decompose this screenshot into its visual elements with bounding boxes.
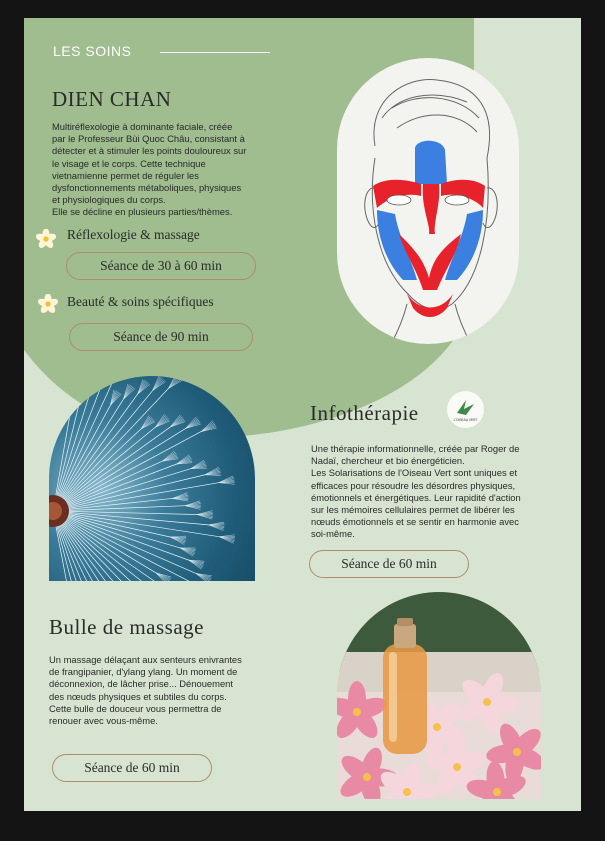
desc-line: Elle se décline en plusieurs parties/thèmes. <box>52 206 233 218</box>
desc-line: déconnexion, de lâcher prise... Dénouement <box>49 678 233 690</box>
desc-line: dysfonctionnements métaboliques, physiques <box>52 182 242 194</box>
svg-text:L'OISEAU VERT: L'OISEAU VERT <box>453 418 478 422</box>
desc-line: Cette bulle de douceur vous permettra de <box>49 702 222 714</box>
bulle-title: Bulle de massage <box>49 615 204 639</box>
desc-line: et physiologiques du corps. <box>52 194 166 206</box>
face-reflex-map <box>337 58 519 344</box>
dienchan-description <box>52 121 246 219</box>
bird-logo-icon <box>447 391 484 428</box>
desc-line: le visage et le corps. Cette technique <box>52 157 206 169</box>
desc-line: efficaces pour résoudre les désordres physiques, <box>311 479 516 491</box>
desc-line: renouer avec vous-même. <box>49 715 158 727</box>
desc-line: Les Solarisations de l'Oiseau Vert sont uniques et <box>311 467 518 479</box>
desc-line: Multiréflexologie à dominante faciale, créée <box>52 121 233 132</box>
session-pill-reflexologie[interactable]: Séance de 30 à 60 min <box>66 252 256 280</box>
session-pill-infotherapie[interactable]: Séance de 60 min <box>309 550 469 578</box>
frangipani-flower-icon <box>36 229 56 249</box>
face-reflex-map-card <box>337 58 519 344</box>
infotherapie-description <box>311 443 521 541</box>
desc-line: détecter et à stimuler les points douloureux sur <box>52 145 247 157</box>
desc-line: soi-même. <box>311 528 355 540</box>
desc-line: Une thérapie informationnelle, créée par Roger de <box>311 443 520 454</box>
infotherapie-title: Infothérapie <box>310 401 419 425</box>
desc-line: Nadaï, chercheur et bio énergéticien. <box>311 455 465 467</box>
service-reflexologie: Réflexologie & massage <box>67 227 200 242</box>
desc-line: émotionnels et énergétiques. Leur rapidité d'action <box>311 491 521 503</box>
dandelion-illustration <box>49 376 255 581</box>
poster-page <box>24 18 581 811</box>
massage-oil-photo <box>337 592 541 799</box>
desc-line: vietnamienne permet de réguler les <box>52 169 199 181</box>
desc-line: sur les mémoires cellulaires permet de libérer les <box>311 504 515 516</box>
section-label: LES SOINS <box>53 43 132 59</box>
desc-line: de frangipanier, d'ylang ylang. Un moment de <box>49 666 238 678</box>
dandelion-photo <box>49 376 255 581</box>
dienchan-title: DIEN CHAN <box>52 87 172 111</box>
frangipani-flower-icon <box>38 294 58 314</box>
desc-line: par le Professeur Bùi Quoc Châu, consistant à <box>52 133 245 145</box>
oiseau-vert-logo <box>447 391 484 428</box>
section-divider <box>160 52 270 53</box>
session-pill-beaute[interactable]: Séance de 90 min <box>69 323 253 351</box>
service-beaute: Beauté & soins spécifiques <box>67 294 214 309</box>
oil-bottle-flowers-illustration <box>337 592 541 799</box>
desc-line: Un massage délaçant aux senteurs enivrantes <box>49 654 242 665</box>
session-pill-bulle[interactable]: Séance de 60 min <box>52 754 212 782</box>
bulle-description <box>49 654 242 727</box>
desc-line: nœuds émotionnels et se sentir en harmonie avec <box>311 516 519 528</box>
desc-line: des nœuds physiques et subtiles du corps. <box>49 690 227 702</box>
